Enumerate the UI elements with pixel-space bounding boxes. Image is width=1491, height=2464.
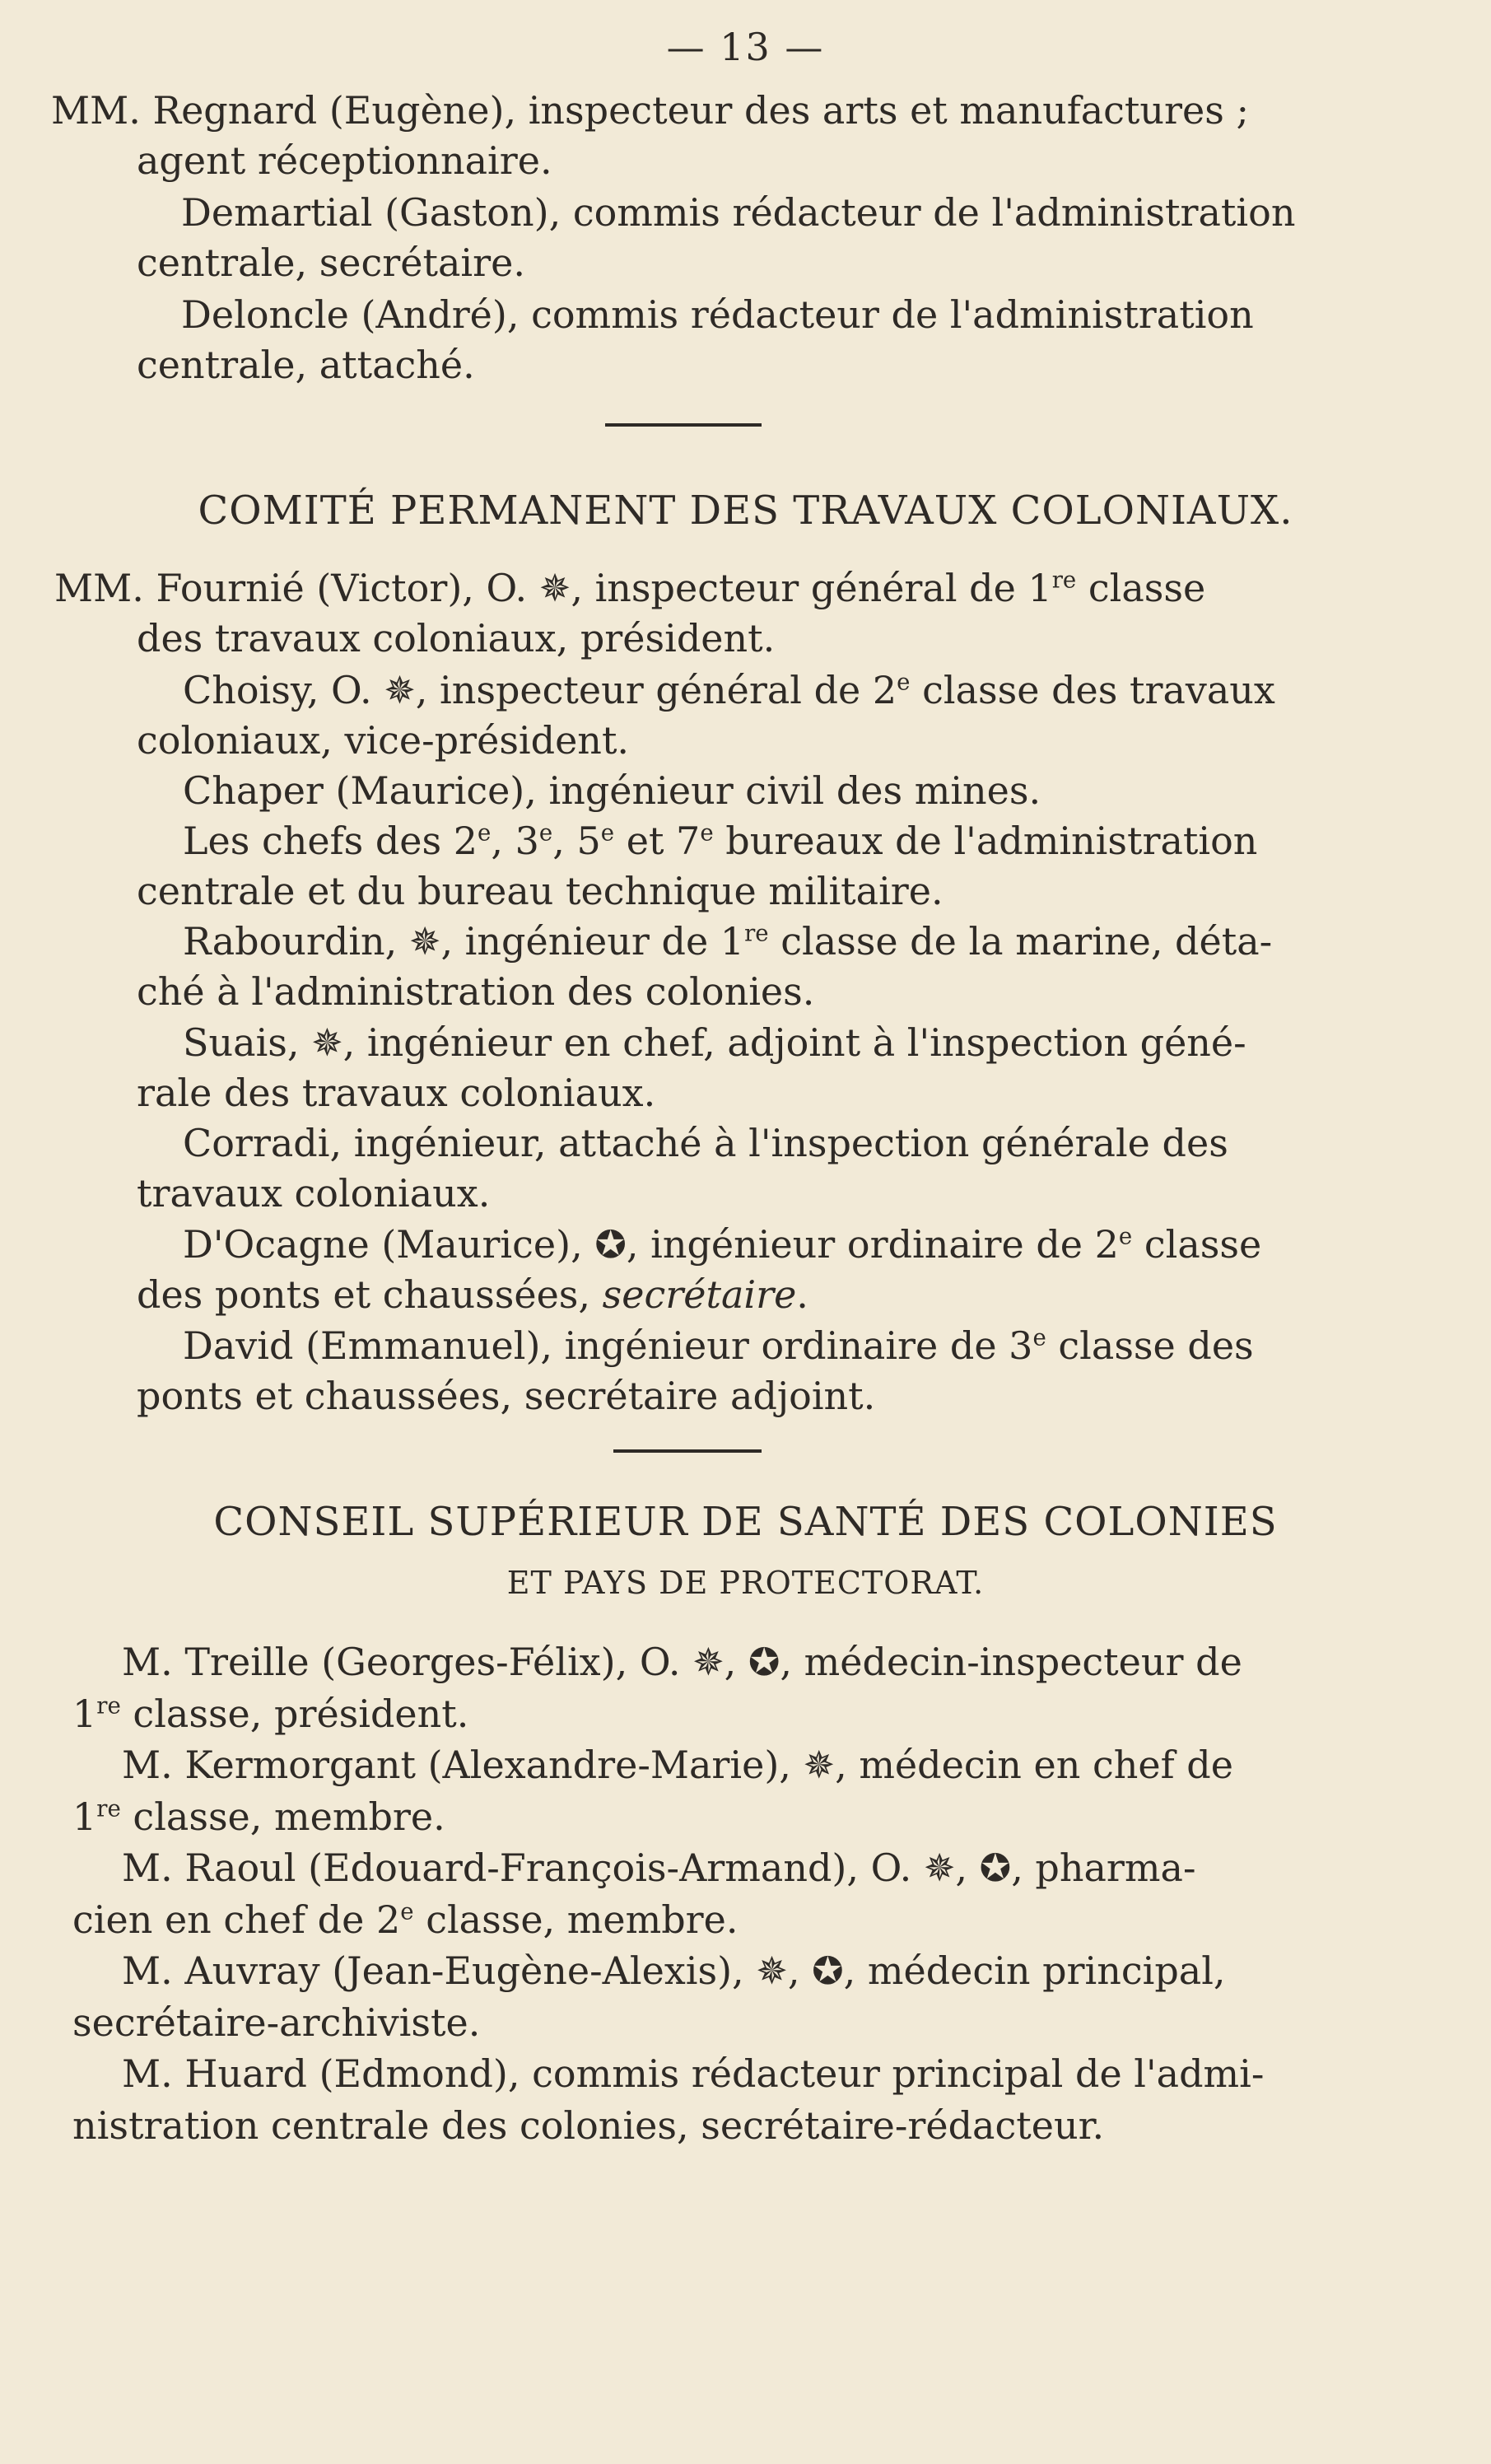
- text-line: [183, 1321, 1254, 1370]
- text-line: agent réceptionnaire.: [137, 138, 552, 183]
- line-part: bureaux de l'administration: [713, 819, 1258, 863]
- section-heading: COMITÉ PERMANENT DES TRAVAUX COLONIAUX.: [198, 488, 1293, 534]
- line-part: D'Ocagne (Maurice), ✪, ingénieur ordinaire de 2: [183, 1222, 1119, 1267]
- text-line: [183, 1220, 1261, 1269]
- text-line: M. Kermorgant (Alexandre-Marie), ✵, médecin en chef de: [122, 1743, 1233, 1787]
- text-line: M. Raoul (Edouard-François-Armand), O. ✵, ✪, pharma-: [122, 1846, 1196, 1890]
- superscript: re: [96, 1794, 121, 1822]
- superscript: e: [400, 1897, 414, 1925]
- superscript: e: [600, 819, 615, 847]
- section-divider: [605, 423, 762, 427]
- text-line: [54, 563, 1205, 613]
- line-part: MM. Fournié (Victor), O. ✵, inspecteur général de 1: [54, 566, 1052, 610]
- text-line: travaux coloniaux.: [137, 1171, 491, 1216]
- section-divider: [613, 1449, 762, 1453]
- line-part: classe des: [1046, 1323, 1254, 1368]
- text-line: centrale, secrétaire.: [137, 240, 525, 285]
- superscript: e: [478, 819, 492, 847]
- superscript: e: [897, 668, 911, 696]
- superscript: e: [1032, 1323, 1046, 1351]
- text-line: [183, 917, 1272, 966]
- italic-word: secrétaire: [602, 1272, 797, 1317]
- text-line: M. Auvray (Jean-Eugène-Alexis), ✵, ✪, médecin principal,: [122, 1948, 1226, 1993]
- text-line: coloniaux, vice-président.: [137, 718, 630, 763]
- line-part: David (Emmanuel), ingénieur ordinaire de 3: [183, 1323, 1033, 1368]
- text-line: rale des travaux coloniaux.: [137, 1071, 656, 1115]
- line-part: classe, membre.: [413, 1897, 739, 1942]
- line-part: classe: [1076, 566, 1206, 610]
- text-line: des travaux coloniaux, président.: [137, 616, 776, 660]
- text-line: centrale et du bureau technique militaire.: [137, 869, 944, 913]
- line-part: classe, président.: [120, 1692, 469, 1736]
- text-line: [72, 1895, 739, 1944]
- text-line: M. Treille (Georges-Félix), O. ✵, ✪, médecin-inspecteur de: [122, 1640, 1242, 1684]
- line-part: et 7: [614, 819, 701, 863]
- superscript: re: [1051, 566, 1077, 594]
- text-line: Demartial (Gaston), commis rédacteur de l'administration: [181, 190, 1296, 235]
- line-part: classe, membre.: [120, 1794, 445, 1839]
- superscript: e: [538, 819, 553, 847]
- line-part: 1: [72, 1692, 97, 1736]
- text-line: centrale, attaché.: [137, 343, 475, 387]
- line-part: Choisy, O. ✵, inspecteur général de 2: [183, 668, 897, 712]
- text-line: [72, 1792, 445, 1841]
- page-number: — 13 —: [666, 25, 825, 69]
- superscript: e: [1118, 1222, 1133, 1250]
- text-line: secrétaire-archiviste.: [72, 2000, 481, 2045]
- superscript: e: [700, 819, 714, 847]
- section-subheading: ET PAYS DE PROTECTORAT.: [506, 1565, 985, 1601]
- text-line: nistration centrale des colonies, secrétaire-rédacteur.: [72, 2103, 1105, 2148]
- text-line: ché à l'administration des colonies.: [137, 969, 815, 1014]
- line-part: 1: [72, 1794, 97, 1839]
- text-line: Suais, ✵, ingénieur en chef, adjoint à l'inspection géné-: [183, 1020, 1246, 1065]
- line-part: , 5: [552, 819, 601, 863]
- line-part: classe de la marine, déta-: [768, 919, 1273, 964]
- text-line: [137, 1270, 808, 1319]
- line-part: , 3: [491, 819, 539, 863]
- text-line: Deloncle (André), commis rédacteur de l'administration: [181, 292, 1254, 337]
- text-line: MM. Regnard (Eugène), inspecteur des arts et manufactures ;: [51, 88, 1249, 133]
- text-line: ponts et chaussées, secrétaire adjoint.: [137, 1374, 876, 1418]
- line-part: des ponts et chaussées,: [137, 1272, 603, 1317]
- line-part: Les chefs des 2: [183, 819, 478, 863]
- text-line: M. Huard (Edmond), commis rédacteur principal de l'admi-: [122, 2051, 1265, 2096]
- line-part: .: [796, 1272, 808, 1317]
- text-line: [183, 665, 1275, 715]
- text-line: [72, 1689, 468, 1738]
- section-heading: CONSEIL SUPÉRIEUR DE SANTÉ DES COLONIES: [213, 1499, 1278, 1545]
- text-line: Corradi, ingénieur, attaché à l'inspection générale des: [183, 1121, 1228, 1165]
- superscript: re: [96, 1692, 121, 1720]
- line-part: cien en chef de 2: [72, 1897, 401, 1942]
- line-part: Rabourdin, ✵, ingénieur de 1: [183, 919, 745, 964]
- text-line: Chaper (Maurice), ingénieur civil des mines.: [183, 768, 1041, 813]
- line-part: classe des travaux: [910, 668, 1275, 712]
- line-part: classe: [1132, 1222, 1262, 1267]
- superscript: re: [744, 919, 769, 947]
- text-line: [183, 816, 1257, 866]
